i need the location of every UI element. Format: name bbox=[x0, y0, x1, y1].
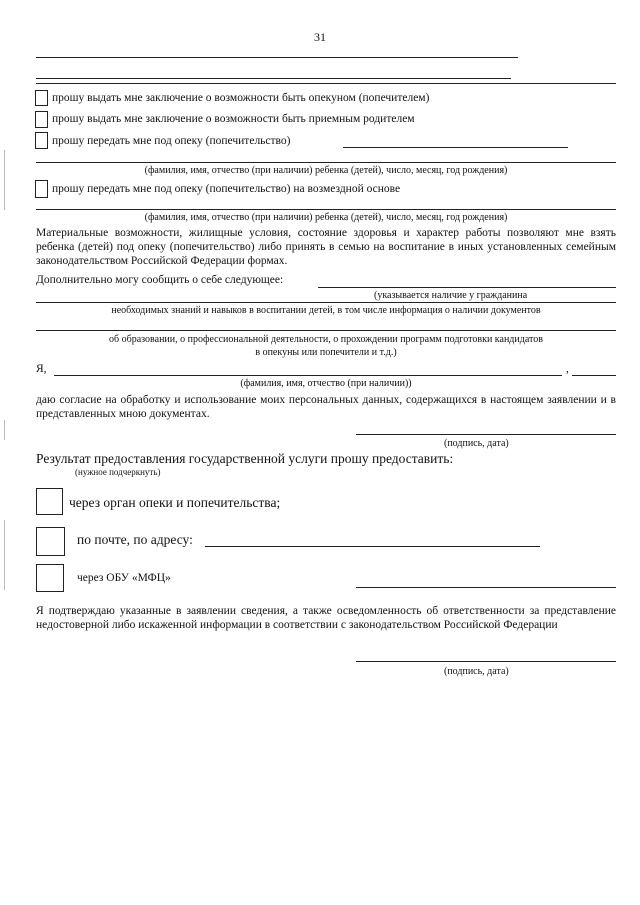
scan-edge bbox=[4, 520, 5, 590]
option-checkbox-paid-guardianship[interactable] bbox=[35, 180, 48, 198]
scan-edge bbox=[4, 420, 5, 440]
result-title: Результат предоставления государственной услуги прошу предоставить: bbox=[36, 451, 454, 466]
additional-hint: необходимых знаний и навыков в воспитании детей, в том числе информация о наличии документов bbox=[111, 305, 541, 316]
additional-hint: в опекуны или попечители и т.д.) bbox=[255, 347, 397, 358]
additional-info-field[interactable] bbox=[318, 287, 616, 288]
blank-line bbox=[36, 83, 616, 84]
mfc-field[interactable] bbox=[356, 587, 616, 588]
option-checkbox-guardianship-transfer[interactable] bbox=[35, 132, 48, 149]
signature-field[interactable] bbox=[356, 434, 616, 435]
option-label-paid-guardianship: прошу передать мне под опеку (попечительство) на возмездной основе bbox=[52, 183, 401, 195]
material-paragraph: Материальные возможности, жилищные условия, состояние здоровья и характер работы позволяют мне взять ребенка (детей) под опеку (попечительство) либо принять в семью на воспитание в иных установленных семейным законодательством Российской Федерации формах. bbox=[36, 227, 616, 268]
blank-line bbox=[572, 375, 616, 376]
page-number: 31 bbox=[314, 30, 326, 44]
fio-field[interactable] bbox=[54, 375, 562, 376]
blank-line bbox=[36, 57, 518, 58]
comma: , bbox=[566, 363, 569, 375]
additional-info-field[interactable] bbox=[36, 330, 616, 331]
delivery-label-organ: через орган опеки и попечительства; bbox=[69, 495, 281, 510]
delivery-label-mfc: через ОБУ «МФЦ» bbox=[77, 572, 171, 584]
additional-hint: об образовании, о профессиональной деятельности, о прохождении программ подготовки кандидатов bbox=[109, 334, 543, 345]
result-hint: (нужное подчеркнуть) bbox=[75, 467, 161, 477]
delivery-checkbox-post[interactable] bbox=[36, 527, 65, 556]
option-checkbox-guardian-conclusion[interactable] bbox=[35, 90, 48, 106]
child-name-field[interactable] bbox=[343, 147, 568, 148]
blank-line bbox=[36, 162, 616, 163]
signature-caption: (подпись, дата) bbox=[444, 438, 509, 449]
option-checkbox-foster-parent-conclusion[interactable] bbox=[35, 111, 48, 128]
address-field[interactable] bbox=[205, 546, 540, 547]
additional-label: Дополнительно могу сообщить о себе следующее: bbox=[36, 274, 284, 286]
additional-info-field[interactable] bbox=[36, 302, 616, 303]
delivery-label-post: по почте, по адресу: bbox=[77, 532, 193, 547]
blank-line bbox=[36, 209, 616, 210]
child-caption: (фамилия, имя, отчество (при наличии) ребенка (детей), число, месяц, год рождения) bbox=[144, 212, 508, 223]
option-label-foster-parent-conclusion: прошу выдать мне заключение о возможности быть приемным родителем bbox=[52, 113, 415, 125]
scan-edge bbox=[4, 150, 5, 210]
fio-caption: (фамилия, имя, отчество (при наличии)) bbox=[240, 378, 412, 389]
consent-paragraph: даю согласие на обработку и использование моих персональных данных, содержащихся в настоящем заявлении и в представленных мною документах. bbox=[36, 394, 616, 421]
ya-label: Я, bbox=[36, 363, 47, 375]
delivery-checkbox-mfc[interactable] bbox=[36, 564, 64, 592]
confirm-paragraph: Я подтверждаю указанные в заявлении сведения, а также осведомленность об ответственности за представление недостоверной либо искаженной информации в соответствии с законодательством Российской Федерации bbox=[36, 605, 616, 632]
option-label-guardianship-transfer: прошу передать мне под опеку (попечительство) bbox=[52, 135, 291, 147]
additional-hint: (указывается наличие у гражданина bbox=[374, 290, 528, 301]
signature-field-2[interactable] bbox=[356, 661, 616, 662]
child-caption: (фамилия, имя, отчество (при наличии) ребенка (детей), число, месяц, год рождения) bbox=[144, 165, 508, 176]
signature-caption-2: (подпись, дата) bbox=[444, 666, 509, 677]
option-label-guardian-conclusion: прошу выдать мне заключение о возможности быть опекуном (попечителем) bbox=[52, 92, 430, 104]
delivery-checkbox-organ[interactable] bbox=[36, 488, 63, 515]
blank-line bbox=[36, 78, 511, 79]
